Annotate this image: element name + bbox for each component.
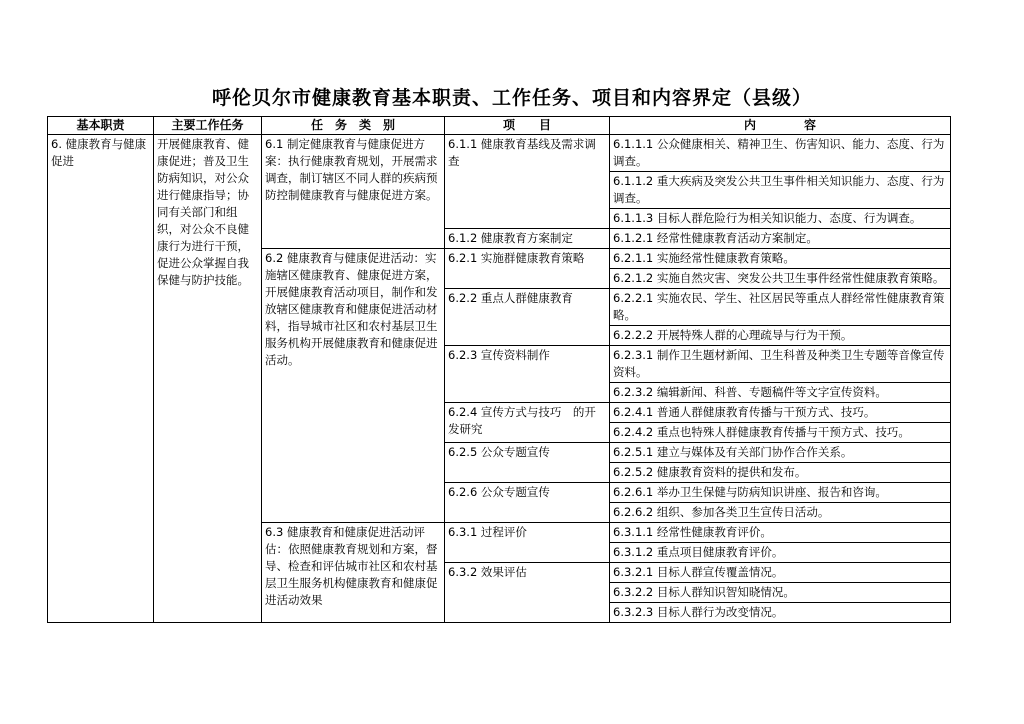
content-cell: 6.2.4.2 重点也特殊人群健康教育传播与干预方式、技巧。 [610, 423, 951, 443]
project-cell: 6.2.1 实施群健康教育策略 [445, 249, 610, 289]
project-cell: 6.1.2 健康教育方案制定 [445, 229, 610, 249]
duty-table [47, 116, 951, 623]
project-cell: 6.1.1 健康教育基线及需求调查 [445, 135, 610, 229]
header-basic-duty: 基本职责 [48, 117, 154, 135]
table-header-row [48, 117, 951, 135]
content-cell: 6.3.1.1 经常性健康教育评价。 [610, 523, 951, 543]
basic-duty-cell: 6. 健康教育与健康促进 [48, 135, 154, 623]
content-cell: 6.2.2.2 开展特殊人群的心理疏导与行为干预。 [610, 326, 951, 346]
content-cell: 6.2.3.1 制作卫生题材新闻、卫生科普及种类卫生专题等音像宣传资料。 [610, 346, 951, 383]
content-cell: 6.3.2.2 目标人群知识智知晓情况。 [610, 583, 951, 603]
content-cell: 6.2.1.1 实施经常性健康教育策略。 [610, 249, 951, 269]
project-cell: 6.2.4 宣传方式与技巧 的开发研究 [445, 403, 610, 443]
project-cell: 6.2.3 宣传资料制作 [445, 346, 610, 403]
category-cell: 6.3 健康教育和健康促进活动评估：依照健康教育规划和方案，督导、检查和评估城市社区和农村基层卫生服务机构健康教育和健康促进活动效果 [262, 523, 445, 623]
project-cell: 6.3.1 过程评价 [445, 523, 610, 563]
content-cell: 6.2.2.1 实施农民、学生、社区居民等重点人群经常性健康教育策略。 [610, 289, 951, 326]
content-cell: 6.2.1.2 实施自然灾害、突发公共卫生事件经常性健康教育策略。 [610, 269, 951, 289]
table-row [48, 135, 951, 172]
header-content: 内 容 [610, 117, 951, 135]
main-task-cell: 开展健康教育、健康促进；普及卫生防病知识，对公众进行健康指导；协同有关部门和组织，对公众不良健康行为进行干预，促进公众掌握自我保健与防护技能。 [154, 135, 262, 623]
content-cell: 6.1.1.1 公众健康相关、精神卫生、伤害知识、能力、态度、行为调查。 [610, 135, 951, 172]
content-cell: 6.2.6.1 举办卫生保健与防病知识讲座、报告和咨询。 [610, 483, 951, 503]
document-title: 呼伦贝尔市健康教育基本职责、工作任务、项目和内容界定（县级） [211, 87, 812, 109]
content-cell: 6.2.5.1 建立与媒体及有关部门协作合作关系。 [610, 443, 951, 463]
category-cell: 6.1 制定健康教育与健康促进方案：执行健康教育规划，开展需求调查，制订辖区不同人群的疾病预防控制健康教育与健康促进方案。 [262, 135, 445, 249]
project-cell: 6.2.6 公众专题宣传 [445, 483, 610, 523]
category-cell: 6.2 健康教育与健康促进活动：实施辖区健康教育、健康促进方案，开展健康教育活动项目，制作和发放辖区健康教育和健康促进活动材料，指导城市社区和农村基层卫生服务机构开展健康教育和健康促进活动。 [262, 249, 445, 523]
project-cell: 6.3.2 效果评估 [445, 563, 610, 623]
header-main-task: 主要工作任务 [154, 117, 262, 135]
content-cell: 6.1.1.2 重大疾病及突发公共卫生事件相关知识能力、态度、行为调查。 [610, 172, 951, 209]
header-project: 项 目 [445, 117, 610, 135]
content-cell: 6.1.2.1 经常性健康教育活动方案制定。 [610, 229, 951, 249]
content-cell: 6.2.5.2 健康教育资料的提供和发布。 [610, 463, 951, 483]
content-cell: 6.1.1.3 目标人群危险行为相关知识能力、态度、行为调查。 [610, 209, 951, 229]
content-cell: 6.2.4.1 普通人群健康教育传播与干预方式、技巧。 [610, 403, 951, 423]
content-cell: 6.3.2.1 目标人群宣传覆盖情况。 [610, 563, 951, 583]
project-cell: 6.2.5 公众专题宣传 [445, 443, 610, 483]
content-cell: 6.2.6.2 组织、参加各类卫生宣传日活动。 [610, 503, 951, 523]
header-task-category: 任 务 类 别 [262, 117, 445, 135]
content-cell: 6.2.3.2 编辑新闻、科普、专题稿件等文字宣传资料。 [610, 383, 951, 403]
content-cell: 6.3.2.3 目标人群行为改变情况。 [610, 603, 951, 623]
content-cell: 6.3.1.2 重点项目健康教育评价。 [610, 543, 951, 563]
project-cell: 6.2.2 重点人群健康教育 [445, 289, 610, 346]
